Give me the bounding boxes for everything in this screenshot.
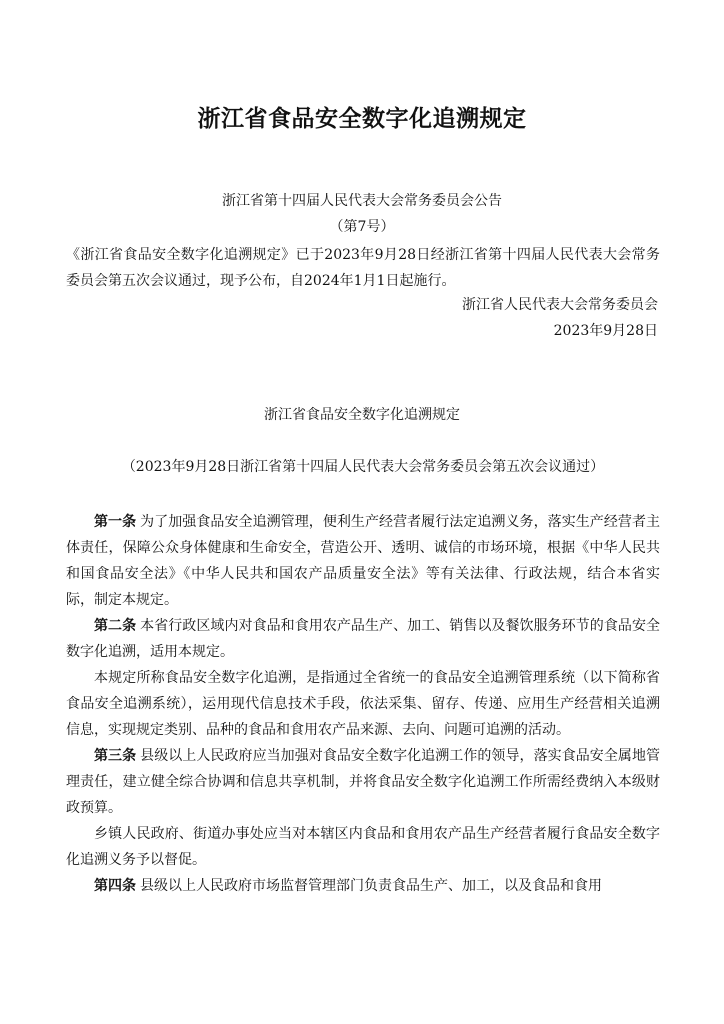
document-title: 浙江省食品安全数字化追溯规定 bbox=[197, 106, 527, 132]
announcement-date: 2023年9月28日 bbox=[553, 323, 658, 339]
article-text: 本省行政区域内对食品和食用农产品生产、加工、销售以及餐饮服务环节的食品安全数字化追溯，适用本规定。 bbox=[66, 618, 661, 660]
announcement-issuer: 浙江省人民代表大会常务委员会 bbox=[462, 297, 658, 313]
article-3 bbox=[66, 743, 660, 821]
regulation-title: 浙江省食品安全数字化追溯规定 bbox=[264, 407, 460, 423]
article-2-paragraph-2 bbox=[66, 665, 660, 743]
article-text: 县级以上人民政府市场监督管理部门负责食品生产、加工，以及食品和食用 bbox=[140, 878, 602, 894]
article-text: 为了加强食品安全追溯管理，便利生产经营者履行法定追溯义务，落实生产经营者主体责任，保障公众身体健康和生命安全，营造公开、透明、诚信的市场环境，根据《中华人民共和国食品安全法》《中华人民共和国农产品质量安全法》等有关法律、行政法规，结合本省实际，制定本规定。 bbox=[66, 514, 661, 608]
article-3-paragraph-2 bbox=[66, 821, 660, 873]
article-4 bbox=[66, 873, 660, 899]
article-2 bbox=[66, 613, 660, 665]
announcement-body: 《浙江省食品安全数字化追溯规定》已于2023年9月28日经浙江省第十四届人民代表大会常务委员会第五次会议通过，现予公布，自2024年1月1日起施行。 bbox=[66, 247, 660, 289]
article-label: 第二条 bbox=[94, 618, 137, 634]
announcement-number: （第7号） bbox=[329, 219, 395, 235]
article-label: 第四条 bbox=[94, 878, 136, 894]
article-text: 本规定所称食品安全数字化追溯，是指通过全省统一的食品安全追溯管理系统（以下简称省食品安全追溯系统），运用现代信息技术手段，依法采集、留存、传递、应用生产经营相关追溯信息，实现规定类别、品种的食品和食用农产品来源、去向、问题可追溯的活动。 bbox=[66, 670, 660, 738]
article-1 bbox=[66, 509, 660, 613]
article-text: 县级以上人民政府应当加强对食品安全数字化追溯工作的领导，落实食品安全属地管理责任，建立健全综合协调和信息共享机制，并将食品安全数字化追溯工作所需经费纳入本级财政预算。 bbox=[66, 748, 661, 816]
announcement-heading: 浙江省第十四届人民代表大会常务委员会公告 bbox=[222, 193, 502, 209]
regulation-body bbox=[66, 509, 660, 899]
article-text: 乡镇人民政府、街道办事处应当对本辖区内食品和食用农产品生产经营者履行食品安全数字化追溯义务予以督促。 bbox=[66, 826, 660, 868]
article-label: 第三条 bbox=[94, 748, 137, 764]
article-label: 第一条 bbox=[94, 514, 137, 530]
adoption-note: （2023年9月28日浙江省第十四届人民代表大会常务委员会第五次会议通过） bbox=[121, 459, 605, 475]
